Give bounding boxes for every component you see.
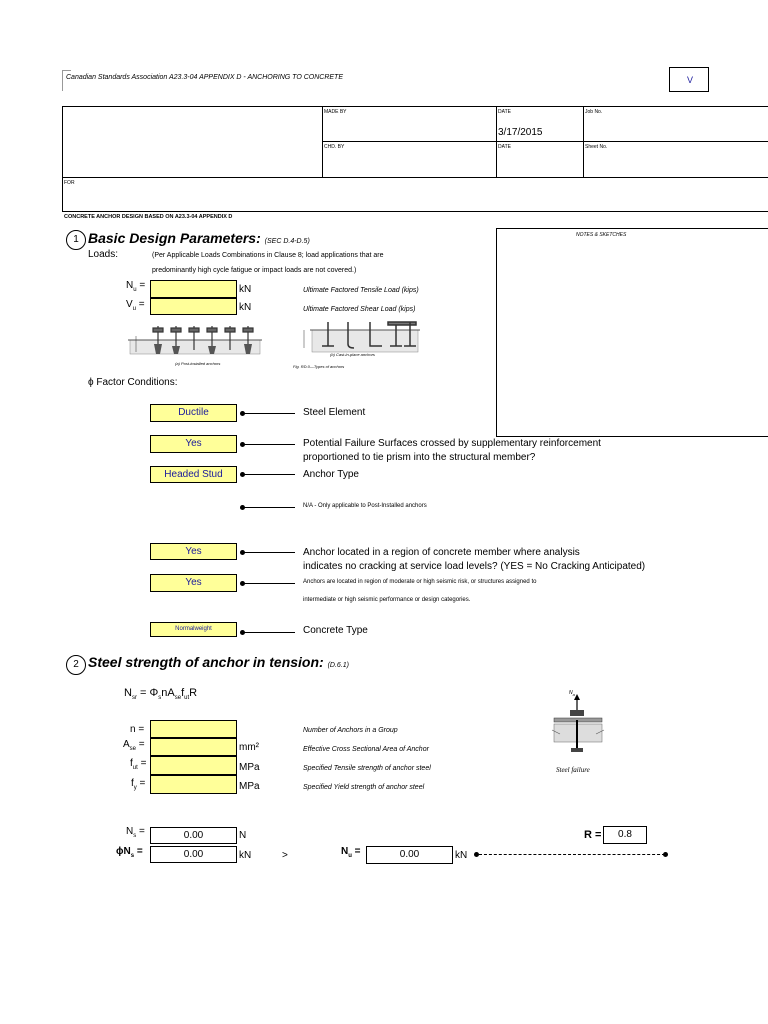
phi-label: ϕ Factor Conditions: bbox=[88, 377, 178, 388]
input-fut-unit: MPa bbox=[239, 762, 260, 773]
condition-supplementary-reinforcement[interactable]: Yes bbox=[150, 435, 237, 453]
date2-label: DATE bbox=[498, 144, 511, 150]
condition-seismic[interactable]: Yes bbox=[150, 574, 237, 592]
phins-unit: kN bbox=[239, 850, 252, 861]
condition-seismic-desc-1: Anchors are located in region of moderate or high seismic risk, or structures assigned to bbox=[303, 579, 537, 585]
header-title: Canadian Standards Association A23.3-04 APPENDIX D - ANCHORING TO CONCRETE bbox=[66, 74, 343, 81]
figure-caption: Steel failure bbox=[556, 766, 590, 774]
section2-number: 2 bbox=[66, 655, 86, 675]
notes-title: NOTES & SKETCHES bbox=[576, 232, 627, 238]
nu-unit: kN bbox=[239, 284, 252, 295]
condition-anchor-type[interactable]: Headed Stud bbox=[150, 466, 237, 483]
made-by-label: MADE BY bbox=[324, 109, 347, 115]
condition-supplementary-desc-2: proportioned to tie prism into the structural member? bbox=[303, 452, 536, 463]
ns-value: 0.00 bbox=[150, 827, 237, 844]
input-fy-label: $f_y$ = bbox=[131, 778, 146, 791]
condition-steel-element-desc: Steel Element bbox=[303, 407, 366, 418]
header-table bbox=[62, 106, 768, 212]
result-dashed-line bbox=[479, 854, 665, 855]
ns-label: $N_s$ = bbox=[126, 826, 145, 839]
greater-than: > bbox=[282, 850, 288, 861]
input-fut[interactable] bbox=[150, 756, 237, 775]
condition-supplementary-desc-1: Potential Failure Surfaces crossed by supplementary reinforcement bbox=[303, 438, 601, 449]
section1-number: 1 bbox=[66, 230, 86, 250]
input-ase-desc: Effective Cross Sectional Area of Anchor bbox=[303, 746, 429, 753]
condition-no-cracking-desc-1: Anchor located in a region of concrete member where analysis bbox=[303, 547, 580, 558]
nu-desc: Ultimate Factored Tensile Load (kips) bbox=[303, 287, 419, 294]
job-no-label: Job No. bbox=[585, 109, 603, 115]
input-n[interactable] bbox=[150, 720, 237, 738]
vu-label: $V_u$ = bbox=[126, 299, 145, 312]
input-fut-desc: Specified Tensile strength of anchor steel bbox=[303, 765, 431, 772]
doc-title: CONCRETE ANCHOR DESIGN BASED ON A23.3-04 APPENDIX D bbox=[64, 214, 233, 220]
condition-steel-element[interactable]: Ductile bbox=[150, 404, 237, 422]
steel-strength-formula: $N_{sr} = \Phi_snA_{se}f_{ut}R$ bbox=[124, 687, 198, 702]
fig-right-caption-1: (b) Cast-in-place anchors bbox=[330, 352, 375, 357]
nu-label: $N_u$ = bbox=[126, 280, 146, 293]
chd-by-label: CHD. BY bbox=[324, 144, 345, 150]
section2-title: Steel strength of anchor in tension: (D.6.1) bbox=[88, 654, 349, 670]
vu-desc: Ultimate Factored Shear Load (kips) bbox=[303, 306, 416, 313]
input-n-desc: Number of Anchors in a Group bbox=[303, 727, 398, 734]
condition-post-installed-desc: N/A - Only applicable to Post-Installed anchors bbox=[303, 503, 427, 509]
for-label: FOR bbox=[64, 180, 75, 186]
input-fy-desc: Specified Yield strength of anchor steel bbox=[303, 784, 425, 791]
loads-label: Loads: bbox=[88, 249, 119, 260]
steel-failure-figure bbox=[548, 690, 612, 770]
loads-note-2: predominantly high cycle fatigue or impact loads are not covered.) bbox=[152, 267, 357, 274]
fig-right-caption-2: Fig. RD.0—Types of anchors bbox=[293, 364, 345, 369]
nu-result-value: 0.00 bbox=[366, 846, 453, 864]
condition-no-cracking-desc-2: indicates no cracking at service load levels? (YES = No Cracking Anticipated) bbox=[303, 561, 646, 572]
input-ase-label: $A_{se}$ = bbox=[123, 739, 145, 752]
condition-anchor-type-desc: Anchor Type bbox=[303, 469, 359, 480]
date-value[interactable]: 3/17/2015 bbox=[498, 127, 543, 138]
input-fut-label: $f_{ut}$ = bbox=[130, 758, 147, 771]
corner-button-label: V bbox=[687, 75, 694, 85]
nu-result-label: $N_u$ = bbox=[341, 846, 361, 859]
figure-load-label: $N_a$ bbox=[569, 690, 575, 697]
nu-input[interactable] bbox=[150, 280, 237, 298]
condition-no-cracking[interactable]: Yes bbox=[150, 543, 237, 560]
section1-title: Basic Design Parameters: (SEC D.4-D.5) bbox=[88, 230, 310, 246]
fig-left-caption: (a) Post-installed anchors bbox=[175, 361, 221, 366]
input-ase-unit: mm² bbox=[239, 742, 259, 753]
input-fy[interactable] bbox=[150, 775, 237, 794]
loads-note-1: (Per Applicable Loads Combinations in Clause 8; load applications that are bbox=[152, 252, 384, 259]
input-ase[interactable] bbox=[150, 738, 237, 756]
sheet-no-label: Sheet No. bbox=[585, 144, 608, 150]
vu-input[interactable] bbox=[150, 298, 237, 315]
r-label: R = bbox=[584, 829, 602, 841]
corner-button[interactable] bbox=[669, 67, 709, 92]
condition-concrete-type[interactable]: Normalweight bbox=[150, 622, 237, 637]
condition-seismic-desc-2: intermediate or high seismic performance or design categories. bbox=[303, 597, 471, 603]
condition-concrete-type-desc: Concrete Type bbox=[303, 625, 368, 636]
input-fy-unit: MPa bbox=[239, 781, 260, 792]
nu-result-unit: kN bbox=[455, 850, 468, 861]
r-value[interactable]: 0.8 bbox=[603, 826, 647, 844]
date-label: DATE bbox=[498, 109, 511, 115]
vu-unit: kN bbox=[239, 302, 252, 313]
phins-label: $\phi N_s$ = bbox=[116, 846, 143, 859]
ns-unit: N bbox=[239, 830, 247, 841]
phins-value: 0.00 bbox=[150, 846, 237, 863]
input-n-label: n = bbox=[130, 724, 145, 735]
notes-box bbox=[496, 228, 768, 437]
